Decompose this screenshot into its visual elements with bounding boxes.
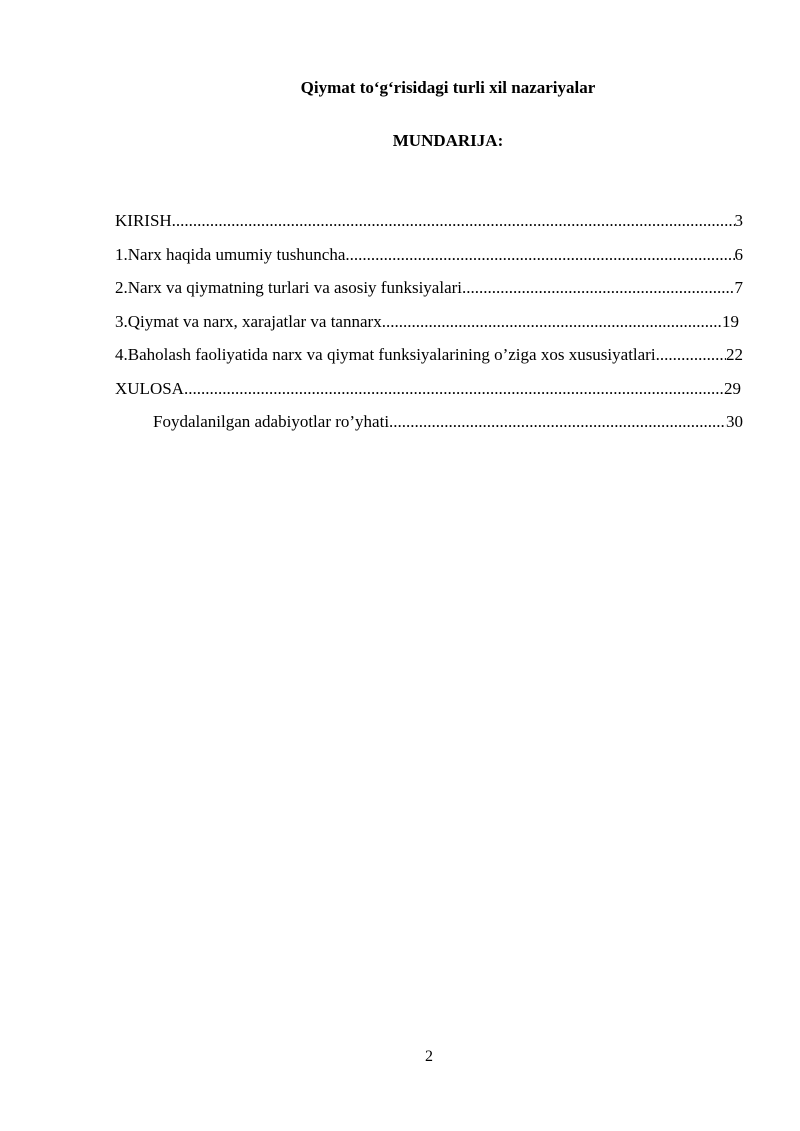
toc-entry-text: XULOSA: [115, 378, 184, 398]
toc-entry-page: 7: [734, 278, 743, 297]
toc-dot-leader: [462, 277, 735, 299]
toc-dot-leader: [389, 411, 726, 433]
toc-entry-text: 1.Narx haqida umumiy tushuncha: [115, 244, 346, 264]
toc-entry-text: 2.Narx va qiymatning turlari va asosiy funksiyalari: [115, 278, 462, 297]
toc-dot-leader: [656, 344, 726, 366]
toc-entry-3[interactable]: [115, 311, 739, 333]
toc-entry-page: 3: [734, 211, 743, 230]
toc-entry-text: 3.Qiymat va narx, xarajatlar va tannarx: [115, 311, 382, 331]
toc-entry-4[interactable]: [115, 344, 743, 366]
toc-dot-leader: [382, 311, 722, 333]
toc-dot-leader: [184, 378, 724, 400]
toc-entry-page: 19: [722, 311, 739, 331]
document-title: Qiymat to‘g‘risidagi turli xil nazariyalar: [300, 78, 596, 97]
toc-entry-text: Foydalanilgan adabiyotlar ro’yhati: [153, 412, 390, 431]
toc-entry-1[interactable]: [115, 244, 743, 266]
toc-heading: MUNDARIJA:: [392, 131, 504, 150]
toc-entry-kirish[interactable]: [115, 210, 743, 232]
toc-entry-page: 6: [734, 244, 743, 264]
toc-entry-page: 29: [724, 378, 741, 398]
toc-dot-leader: [172, 210, 735, 232]
toc-entry-page: 22: [726, 345, 743, 364]
toc-dot-leader: [345, 244, 734, 266]
toc-entry-2[interactable]: [115, 277, 743, 299]
page-number: 2: [425, 1048, 433, 1065]
table-of-contents: [115, 210, 743, 445]
toc-entry-text: 4.Baholash faoliyatida narx va qiymat funksiyalarining o’ziga xos xususiyatlari: [115, 345, 656, 364]
toc-entry-references[interactable]: [115, 411, 743, 433]
toc-entry-page: 30: [726, 412, 743, 431]
toc-entry-text: KIRISH: [115, 211, 172, 230]
toc-entry-xulosa[interactable]: [115, 378, 741, 400]
